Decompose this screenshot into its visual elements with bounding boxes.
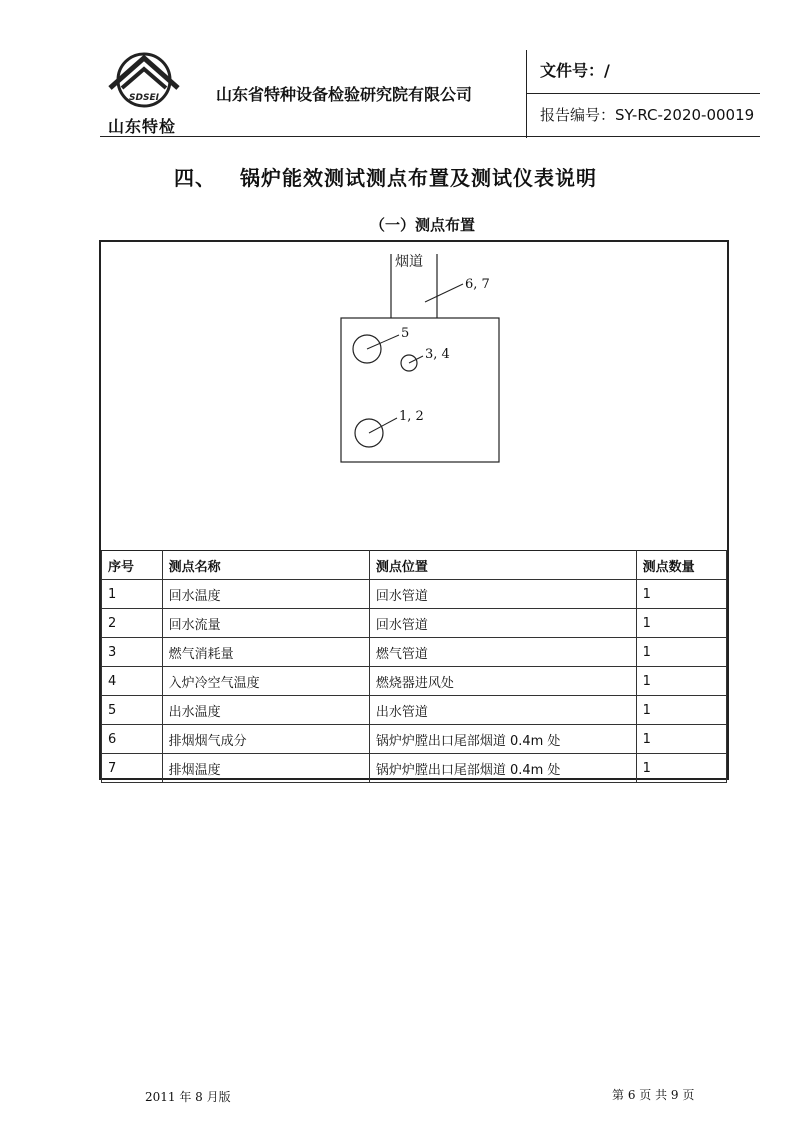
table-row bbox=[102, 638, 727, 667]
flue-label: 烟道 bbox=[395, 254, 423, 270]
point-label-5: 5 bbox=[401, 326, 410, 341]
page-number: 第 6 页 共 9 页 bbox=[612, 1088, 695, 1102]
table-cell: 入炉冷空气温度 bbox=[162, 667, 369, 696]
column-header: 序号 bbox=[102, 551, 163, 580]
table-cell: 燃气消耗量 bbox=[162, 638, 369, 667]
boiler-outline bbox=[341, 318, 499, 462]
table-cell: 1 bbox=[636, 609, 726, 638]
section-heading: 锅炉能效测试测点布置及测试仪表说明 bbox=[240, 166, 597, 190]
measurement-point-diagram bbox=[101, 242, 727, 548]
table-cell: 锅炉炉膛出口尾部烟道 0.4m 处 bbox=[369, 725, 636, 754]
table-cell: 燃烧器进风处 bbox=[369, 667, 636, 696]
table-cell: 1 bbox=[102, 580, 163, 609]
table-cell: 1 bbox=[636, 754, 726, 783]
table-cell: 出水温度 bbox=[162, 696, 369, 725]
measurement-box bbox=[99, 240, 729, 780]
table-cell: 回水流量 bbox=[162, 609, 369, 638]
leader-line bbox=[367, 335, 399, 349]
organization-name: 山东省特种设备检验研究院有限公司 bbox=[216, 85, 473, 104]
file-number: 文件号：/ bbox=[540, 61, 610, 80]
leader-line bbox=[409, 356, 423, 363]
edition-note: 2011 年 8 月版 bbox=[145, 1090, 231, 1104]
point-label-6-7: 6, 7 bbox=[465, 277, 490, 292]
table-cell: 1 bbox=[636, 667, 726, 696]
table-cell: 排烟温度 bbox=[162, 754, 369, 783]
table-cell: 1 bbox=[636, 696, 726, 725]
table-cell: 5 bbox=[102, 696, 163, 725]
column-header: 测点数量 bbox=[636, 551, 726, 580]
table-cell: 锅炉炉膛出口尾部烟道 0.4m 处 bbox=[369, 754, 636, 783]
section-title bbox=[174, 162, 597, 191]
header-rule bbox=[100, 136, 760, 137]
header-divider bbox=[526, 93, 760, 94]
table-cell: 燃气管道 bbox=[369, 638, 636, 667]
measurement-point-table bbox=[101, 550, 727, 783]
table-row bbox=[102, 725, 727, 754]
point-label-3-4: 3, 4 bbox=[425, 347, 450, 362]
table-cell: 3 bbox=[102, 638, 163, 667]
table-cell: 出水管道 bbox=[369, 696, 636, 725]
table-cell: 7 bbox=[102, 754, 163, 783]
logo-badge: SDSEI bbox=[129, 93, 159, 103]
subsection-title: （一）测点布置 bbox=[370, 216, 476, 234]
column-header: 测点位置 bbox=[369, 551, 636, 580]
column-header: 测点名称 bbox=[162, 551, 369, 580]
table-cell: 回水管道 bbox=[369, 609, 636, 638]
logo-text: 山东特检 bbox=[108, 117, 177, 136]
table-cell: 1 bbox=[636, 580, 726, 609]
table-cell: 4 bbox=[102, 667, 163, 696]
table-cell: 回水管道 bbox=[369, 580, 636, 609]
table-row bbox=[102, 754, 727, 783]
report-header bbox=[100, 50, 780, 138]
table-row bbox=[102, 580, 727, 609]
leader-line bbox=[425, 284, 463, 302]
table-cell: 6 bbox=[102, 725, 163, 754]
table-cell: 回水温度 bbox=[162, 580, 369, 609]
table-header-row bbox=[102, 551, 727, 580]
table-row bbox=[102, 696, 727, 725]
table-row bbox=[102, 609, 727, 638]
section-number: 四、 bbox=[174, 166, 216, 190]
table-cell: 1 bbox=[636, 638, 726, 667]
table-cell: 2 bbox=[102, 609, 163, 638]
table-cell: 排烟烟气成分 bbox=[162, 725, 369, 754]
table-cell: 1 bbox=[636, 725, 726, 754]
header-divider bbox=[526, 50, 527, 138]
table-row bbox=[102, 667, 727, 696]
point-label-1-2: 1, 2 bbox=[399, 409, 424, 424]
report-number: 报告编号：SY-RC-2020-00019 bbox=[540, 106, 755, 124]
